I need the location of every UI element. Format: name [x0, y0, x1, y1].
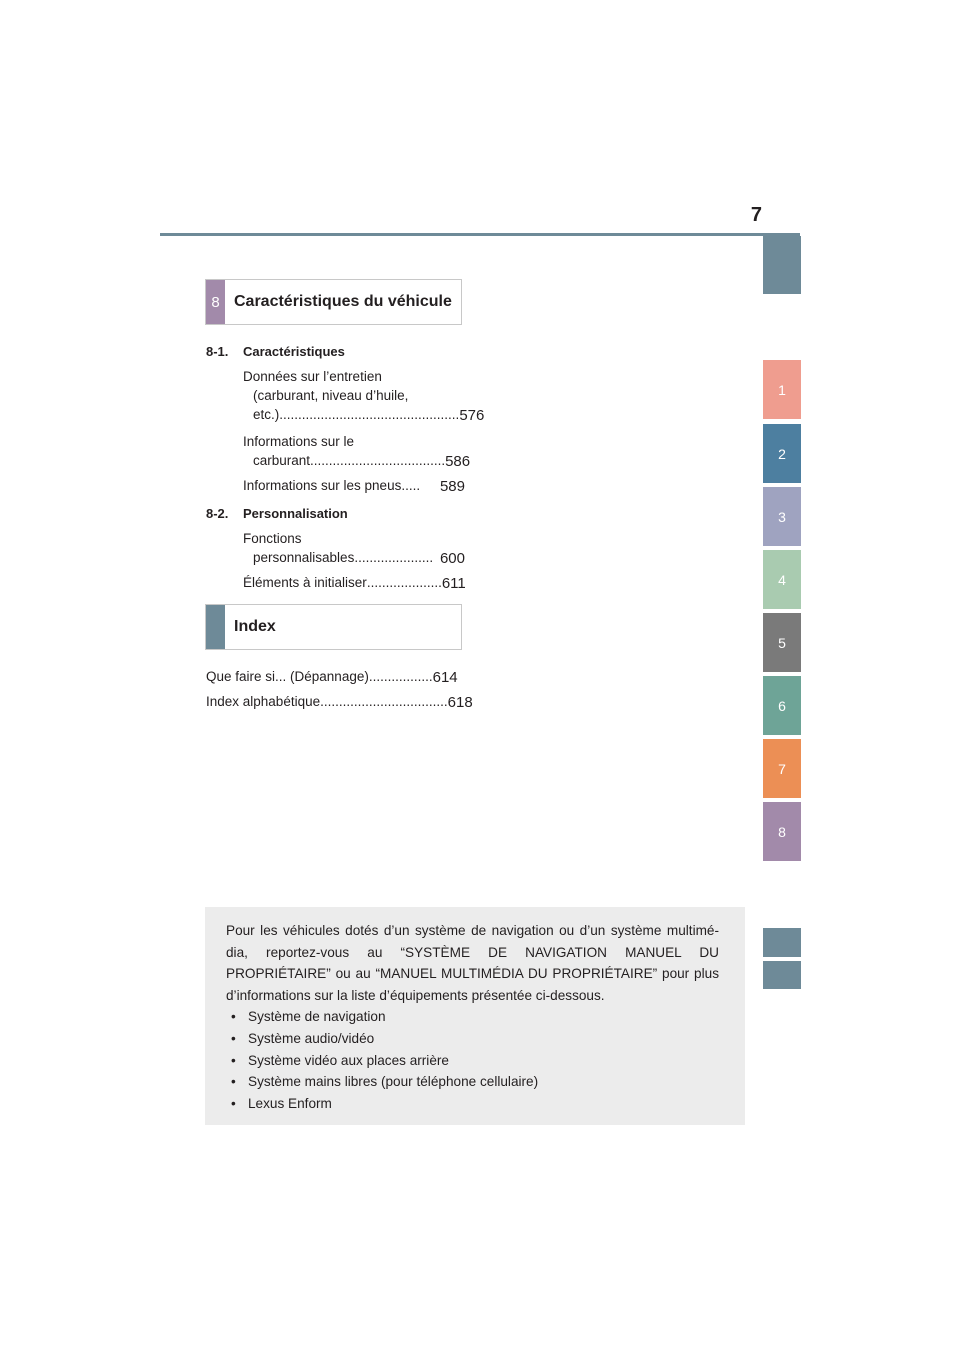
side-tab-3[interactable]: 3 [763, 487, 801, 546]
side-tab-1[interactable]: 1 [763, 360, 801, 419]
bullet-icon: • [231, 1095, 236, 1111]
toc-entry-informations-carburant[interactable] [243, 434, 471, 470]
leader-dots: ................................................ [279, 407, 460, 422]
section-title: Caractéristiques du véhicule [234, 293, 452, 310]
list-item [231, 1071, 719, 1093]
chapter-title: Personnalisation [243, 506, 348, 521]
section-title: Index [234, 618, 276, 635]
list-item-label: Système audio/vidéo [248, 1030, 375, 1046]
page-ref: 614 [432, 669, 458, 686]
entry-line: Éléments à initialiser [243, 575, 367, 590]
side-tab-bottom-blank-a [763, 928, 801, 957]
toc-entry-index-alphabetique[interactable] [206, 694, 473, 711]
chapter-number: 8-1. [206, 344, 229, 359]
section-number-badge: 8 [206, 280, 225, 324]
list-item [231, 1006, 719, 1028]
side-tab-bottom-blank-b [763, 961, 801, 989]
note-paragraph: Pour les véhicules dotés d’un système de navigation ou d’un système multimé-dia, reportez-vous au “SYSTÈME DE NAVIGATION MANUEL DU PROPRIÉTAIRE” ou au “MANUEL MULTIMÉDIA DU PROPRIÉTAIRE” pour plus d’informations sur la liste d’équipements présentée ci-dessous. [226, 923, 719, 1003]
chapter-title: Caractéristiques [243, 344, 345, 359]
side-tab-8[interactable]: 8 [763, 802, 801, 861]
side-tab-2[interactable]: 2 [763, 424, 801, 483]
section-header-index [205, 604, 462, 650]
page-ref: 589 [439, 478, 465, 495]
list-item [231, 1093, 719, 1115]
bullet-icon: • [231, 1052, 236, 1068]
page-number: 7 [750, 204, 762, 226]
chapter-number: 8-2. [206, 506, 229, 521]
entry-line: Fonctions [243, 531, 302, 546]
page-ref: 576 [459, 407, 485, 424]
leader-dots: ..................... [354, 550, 434, 565]
side-tab-4[interactable]: 4 [763, 550, 801, 609]
list-item-label: Système de navigation [248, 1009, 386, 1025]
entry-line: etc.) [253, 407, 280, 422]
leader-dots: .................... [366, 575, 442, 590]
list-item-label: Lexus Enform [248, 1095, 332, 1111]
entry-line: personnalisables [253, 550, 355, 565]
header-rule [160, 233, 800, 236]
entry-line: Informations sur le [243, 434, 355, 449]
list-item-label: Système vidéo aux places arrière [248, 1052, 449, 1068]
list-item-label: Système mains libres (pour téléphone cellulaire) [248, 1074, 539, 1090]
bullet-icon: • [231, 1030, 236, 1046]
entry-line: Données sur l’entretien [243, 369, 382, 384]
toc-entry-informations-pneus[interactable] [243, 478, 465, 495]
entry-line: Informations sur les pneus [243, 478, 402, 493]
page-ref: 600 [439, 550, 465, 567]
entry-line: carburant [253, 453, 311, 468]
section-header-8 [205, 279, 462, 325]
entry-line: Que faire si... (Dépannage) [206, 669, 369, 684]
entry-line: Index alphabétique [206, 694, 321, 709]
list-item [231, 1028, 719, 1050]
list-item [231, 1050, 719, 1072]
page-ref: 586 [445, 453, 471, 470]
equipment-list [226, 1006, 719, 1114]
toc-entry-fonctions-personnalisables[interactable] [243, 531, 465, 567]
leader-dots: .................................... [310, 453, 446, 468]
bullet-icon: • [231, 1074, 236, 1090]
side-tab-5[interactable]: 5 [763, 613, 801, 672]
entry-line: (carburant, niveau d’huile, [253, 388, 409, 403]
side-tab-6[interactable]: 6 [763, 676, 801, 735]
toc-entry-que-faire-si[interactable] [206, 669, 458, 686]
side-tab-7[interactable]: 7 [763, 739, 801, 798]
leader-dots: ..... [401, 478, 421, 493]
leader-dots: .................................. [320, 694, 448, 709]
page-ref: 611 [441, 575, 466, 592]
page-ref: 618 [447, 694, 473, 711]
leader-dots: ................. [368, 669, 433, 684]
chapter-8-1-heading [206, 344, 345, 359]
chapter-8-2-heading [206, 506, 348, 521]
bullet-icon: • [231, 1009, 236, 1025]
section-color-bar [206, 605, 225, 649]
toc-entry-elements-initialiser[interactable] [243, 575, 466, 592]
side-tab-top-blank [763, 236, 801, 294]
toc-entry-donnees-entretien[interactable] [243, 369, 485, 424]
multimedia-note-box [205, 907, 745, 1125]
